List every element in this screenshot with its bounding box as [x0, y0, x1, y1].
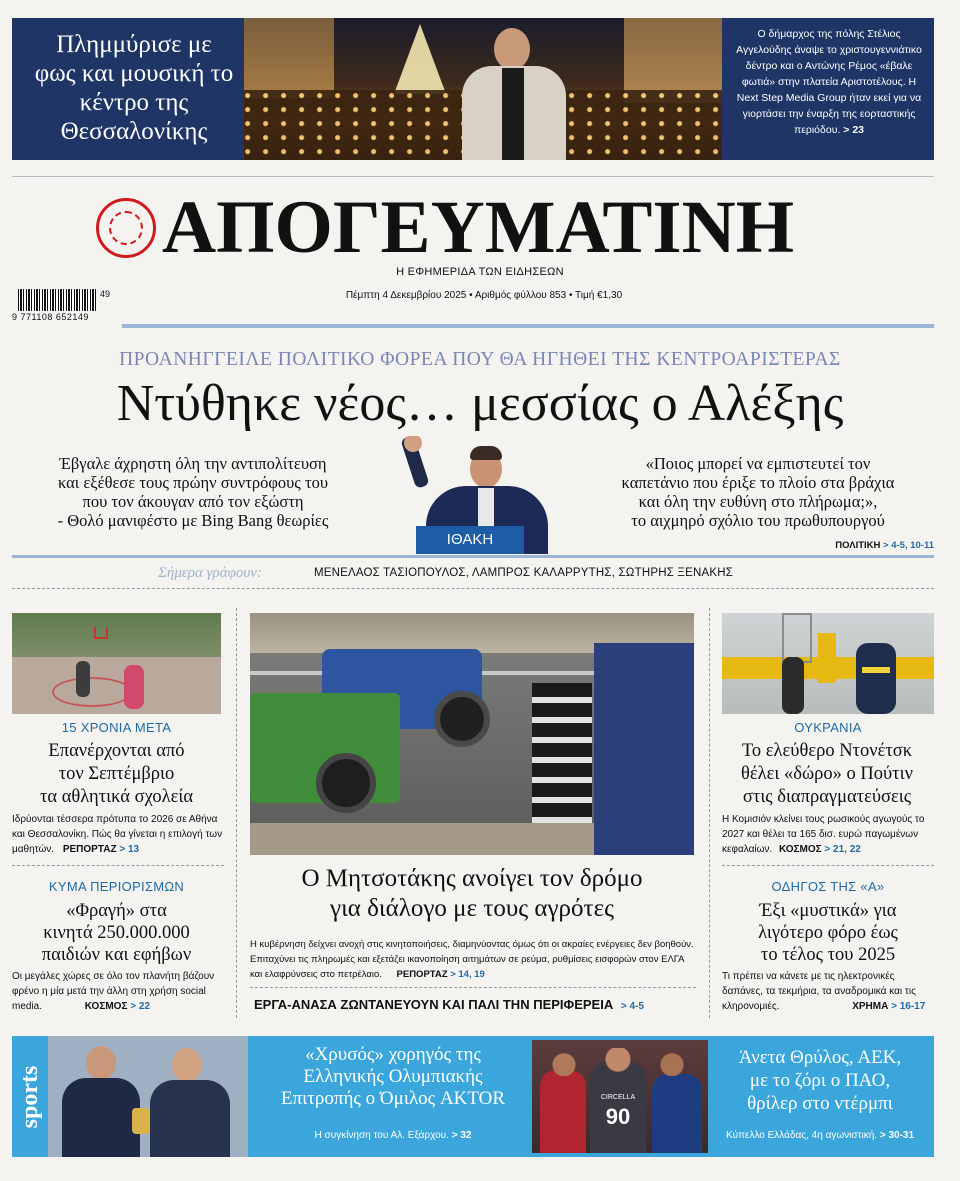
- right1-pages[interactable]: > 21, 22: [824, 844, 861, 855]
- singer-head: [494, 28, 530, 70]
- masthead-title: ΑΠΟΓΕΥΜΑΤΙΝΗ: [162, 186, 795, 269]
- banner-title: Πλημμύρισε με φως και μουσική το κέντρο της Θεσσαλονίκης: [34, 31, 234, 145]
- lead-left-line: Έβγαλε άχρηστη όλη την αντιπολίτευση: [59, 454, 327, 473]
- worker-left: [782, 657, 804, 714]
- right1-headline[interactable]: [720, 740, 934, 809]
- right2-ref: ΧΡΗΜΑ: [852, 1001, 889, 1012]
- left1-headline-line: τα αθλητικά σχολεία: [39, 787, 194, 807]
- lead-left-line: που τον άκουγαν από τον εξώστη: [82, 492, 304, 511]
- left2-pages[interactable]: > 22: [130, 1001, 150, 1012]
- player-heads: [546, 1048, 696, 1076]
- barcode-number: 9 771108 652149: [12, 312, 89, 322]
- sports-strip[interactable]: [12, 1036, 934, 1157]
- banner-page-ref[interactable]: > 23: [843, 124, 865, 136]
- sports2-headline-line: με το ζόρι ο ΠΑΟ,: [749, 1070, 891, 1091]
- sports2-headline: [710, 1046, 930, 1115]
- lead-right-line: καπετάνιο που έριξε το πλοίο στα βράχια: [621, 473, 895, 492]
- writers-names: ΜΕΝΕΛΑΟΣ ΤΑΣΙΟΠΟΥΛΟΣ, ΛΑΜΠΡΟΣ ΚΑΛΑΡΡΥΤΗΣ, ΣΩΤΗΡΗΣ ΞΕΝΑΚΗΣ: [314, 567, 734, 579]
- tower: [782, 613, 812, 663]
- right2-headline-line: το τέλος του 2025: [760, 945, 896, 965]
- rule-center: [250, 987, 696, 988]
- lead-right-line: «Ποιος μπορεί να εμπιστευτεί τον: [645, 454, 871, 473]
- logo-inner: [109, 211, 143, 245]
- hoop: [94, 627, 108, 639]
- right1-ref: ΚΟΣΜΟΣ: [778, 844, 822, 855]
- left1-kicker: 15 ΧΡΟΝΙΑ ΜΕΤΑ: [61, 720, 172, 735]
- right2-body: [722, 969, 936, 1014]
- sports-photo-left: [48, 1036, 248, 1157]
- left2-ref: ΚΟΣΜΟΣ: [84, 1001, 128, 1012]
- sports2-caption-text: Κύπελλο Ελλάδας, 4η αγωνιστική.: [725, 1130, 878, 1141]
- banner-text-body: Ο δήμαρχος της πόλης Στέλιος Αγγελούδης άναψε το χριστουγεννιάτικο δέντρο και ο Αντώνης Ρέμος «έβαλε φωτιά» στην πλατεία Αριστοτέλους. Η Next Step Media Group ήταν εκεί για να γιορτάσει την έναρξη της εορταστικής περιόδου.: [736, 28, 922, 136]
- top-banner[interactable]: [12, 18, 934, 160]
- center-body: [250, 937, 696, 982]
- masthead-tagline: Η ΕΦΗΜΕΡΙΔΑ ΤΩΝ ΕΙΔΗΣΕΩΝ: [396, 266, 564, 278]
- player-left: [540, 1070, 586, 1153]
- center-footer-pages: > 4-5: [620, 1001, 644, 1012]
- man-left-suit: [62, 1078, 140, 1157]
- building-left: [244, 18, 334, 98]
- barcode-issue: 49: [100, 289, 111, 299]
- left1-headline[interactable]: [12, 740, 221, 809]
- left2-headline-line: κινητά 250.000.000: [43, 923, 190, 943]
- left2-headline-line: παιδιών και εφήβων: [41, 945, 192, 965]
- politician-shirt: [478, 488, 494, 528]
- banner-text: [730, 26, 928, 138]
- center-pages[interactable]: > 14, 19: [450, 969, 485, 980]
- col-divider-left: [236, 608, 237, 1018]
- police-bus: [594, 643, 694, 855]
- kid-dark: [76, 661, 90, 697]
- right1-headline-line: στις διαπραγματεύσεις: [742, 787, 912, 807]
- lead-left-line: και εξέθεσε τους πρώην συντρόφους του: [57, 473, 328, 492]
- right1-headline-line: θέλει «δώρο» ο Πούτιν: [741, 764, 913, 784]
- man-right-head: [172, 1048, 202, 1082]
- tractor-green-wheel: [316, 753, 376, 813]
- col-divider-right: [709, 608, 710, 1018]
- sports-photo-right: [532, 1040, 708, 1153]
- raised-hand: [404, 436, 422, 452]
- sports1-caption-text: Η συγκίνηση του Αλ. Εξάρχου.: [314, 1130, 449, 1141]
- left2-headline-line: «Φραγή» στα: [66, 901, 167, 921]
- right2-body-text: Τι πρέπει να κάνετε με τις ηλεκτρονικές δαπάνες, τα τεκμήρια, τα αναδρομικά και τις κληρονομιές.: [722, 971, 916, 1012]
- left2-headline[interactable]: [12, 900, 221, 966]
- rule-blue: [122, 324, 934, 328]
- right1-kicker: ΟΥΚΡΑΝΙΑ: [794, 720, 862, 735]
- sports1-headline-line: Ελληνικής Ολυμπιακής: [303, 1066, 483, 1087]
- politician-hair: [470, 446, 502, 460]
- court-circle: [52, 677, 132, 707]
- worker-right: [856, 643, 896, 714]
- tractor-blue-wheel: [434, 691, 490, 747]
- right2-headline[interactable]: [722, 900, 934, 966]
- sports2-caption: [710, 1130, 930, 1141]
- player-right: [652, 1074, 702, 1153]
- center-headline[interactable]: [250, 864, 694, 924]
- gas-pipe-vertical: [818, 633, 836, 683]
- right1-body: [722, 812, 936, 857]
- left-photo: [12, 613, 221, 714]
- sports2-headline-line: θρίλερ στο ντέρμπι: [747, 1093, 893, 1114]
- lead-kicker: ΠΡΟΑΝΗΓΓΕΙΛΕ ΠΟΛΙΤΙΚΟ ΦΟΡΕΑ ΠΟΥ ΘΑ ΗΓΗΘΕΙ ΤΗΣ ΚΕΝΤΡΟΑΡΙΣΤΕΡΑΣ: [119, 349, 841, 370]
- kid-pink: [124, 665, 144, 709]
- sports-vertical-label: [17, 1051, 43, 1143]
- date-line: Πέμπτη 4 Δεκεμβρίου 2025 • Αριθμός φύλλου 853 • Τιμή €1,30: [345, 290, 623, 301]
- right1-body-text: Η Κομισιόν κλείνει τους ρωσικούς αγωγούς το 2027 και θέλει τα 165 δισ. ευρώ παγωμένων κεφαλαίων.: [722, 814, 925, 855]
- center-footer-text: ΕΡΓΑ-ΑΝΑΣΑ ΖΩΝΤΑΝΕΥΟΥΝ ΚΑΙ ΠΑΛΙ ΤΗΝ ΠΕΡΙΦΕΡΕΙΑ: [254, 997, 614, 1012]
- sports1-pages[interactable]: > 32: [451, 1130, 472, 1141]
- left2-body: [12, 969, 224, 1014]
- man-right-suit: [150, 1080, 230, 1157]
- podium-sign: [416, 526, 524, 554]
- singer-figure: [444, 28, 584, 160]
- right2-pages[interactable]: > 16-17: [891, 1001, 926, 1012]
- lead-photo: [398, 436, 552, 554]
- sports1-headline: [248, 1044, 538, 1110]
- left1-body: [12, 812, 224, 857]
- center-footer[interactable]: [254, 997, 700, 1012]
- rule-left: [12, 865, 224, 866]
- center-body-text: Η κυβέρνηση δείχνει ανοχή στις κινητοποιήσεις, διαμηνύοντας όμως ότι οι ακραίες ενέργειες δεν βοηθούν. Επιταχύνει τις πληρωμές και εξετάζει ικανοποίηση αιτημάτων σε ρεύμα, ρυθμίσεις εισφορών στον ΕΛΓΑ και ελαφρύνσεις στο πετρέλαιο.: [250, 939, 694, 980]
- sports2-headline-line: Άνετα Θρύλος, ΑΕΚ,: [738, 1047, 902, 1068]
- center-ref: ΡΕΠΟΡΤΑΖ: [396, 969, 448, 980]
- rule-right: [722, 865, 934, 866]
- sports2-pages[interactable]: > 30-31: [879, 1130, 915, 1141]
- lead-right-text: [572, 454, 944, 530]
- man-left-head: [86, 1046, 116, 1080]
- writers-label: Σήμερα γράφουν:: [158, 565, 262, 581]
- singer-shirt: [502, 68, 524, 160]
- left1-headline-line: τον Σεπτέμβριο: [58, 764, 175, 784]
- left1-pages[interactable]: > 13: [119, 844, 140, 855]
- right1-headline-line: Το ελεύθερο Ντονέτσκ: [741, 741, 913, 761]
- rule-top: [12, 176, 934, 177]
- christmas-tree: [394, 24, 446, 94]
- trophy: [132, 1108, 150, 1134]
- right2-headline-line: λιγότερο φόρο έως: [758, 923, 898, 943]
- left1-headline-line: Επανέρχονται από: [48, 741, 185, 761]
- sports1-caption: [248, 1130, 538, 1141]
- banner-photo: [244, 18, 722, 160]
- left2-kicker: ΚΥΜΑ ΠΕΡΙΟΡΙΣΜΩΝ: [48, 879, 185, 894]
- left1-ref: ΡΕΠΟΡΤΑΖ: [62, 844, 117, 855]
- right2-kicker: ΟΔΗΓΟΣ ΤΗΣ «Α»: [771, 879, 885, 894]
- podium-label: ΙΘΑΚΗ: [446, 531, 494, 548]
- masthead-logo: [96, 198, 156, 258]
- lead-headline[interactable]: Ντύθηκε νέος… μεσσίας ο Αλέξης: [116, 375, 844, 432]
- center-photo: [250, 613, 694, 855]
- right2-headline-line: Έξι «μυστικά» για: [759, 901, 897, 921]
- lead-left-text: [18, 454, 368, 530]
- lead-left-line: - Θολό μανιφέστο με Bing Bang θεωρίες: [57, 511, 329, 530]
- barcode: [18, 289, 96, 311]
- rule-writers: [12, 588, 934, 589]
- jersey-name: CIRCELLA: [600, 1094, 636, 1101]
- center-headline-line: Ο Μητσοτάκης ανοίγει τον δρόμο: [301, 865, 643, 892]
- rule-lead: [12, 555, 934, 558]
- lead-section-ref[interactable]: [790, 540, 934, 551]
- center-headline-line: για διάλογο με τους αγρότες: [330, 895, 614, 922]
- jersey-number: 90: [605, 1104, 631, 1129]
- lead-ref-pages: > 4-5, 10-11: [883, 540, 934, 551]
- worker-vest: [862, 667, 890, 673]
- sports-vertical-text: sports: [17, 1065, 43, 1129]
- sports1-headline-line: «Χρυσός» χορηγός της: [305, 1044, 481, 1065]
- lead-ref-label: ΠΟΛΙΤΙΚΗ: [835, 540, 881, 551]
- rubble: [250, 823, 594, 855]
- right-photo: [722, 613, 934, 714]
- lead-right-line: το αιχμηρό σχόλιο του πρωθυπουργού: [631, 511, 885, 530]
- lead-right-line: και όλη την ευθύνη στο πλήρωμα;»,: [638, 492, 878, 511]
- left2-body-text: Οι μεγάλες χώρες σε όλο τον πλανήτη βάζουν φρένο η μία μετά την άλλη στη χρήση social media.: [12, 971, 215, 1012]
- left1-body-text: Ιδρύονται τέσσερα πρότυπα το 2026 σε Αθήνα και Θεσσαλονίκη. Πώς θα γίνεται η επιλογή των μαθητών.: [12, 814, 223, 855]
- trees: [12, 613, 221, 657]
- sports1-headline-line: Επιτροπής ο Όμιλος AKTOR: [280, 1088, 506, 1109]
